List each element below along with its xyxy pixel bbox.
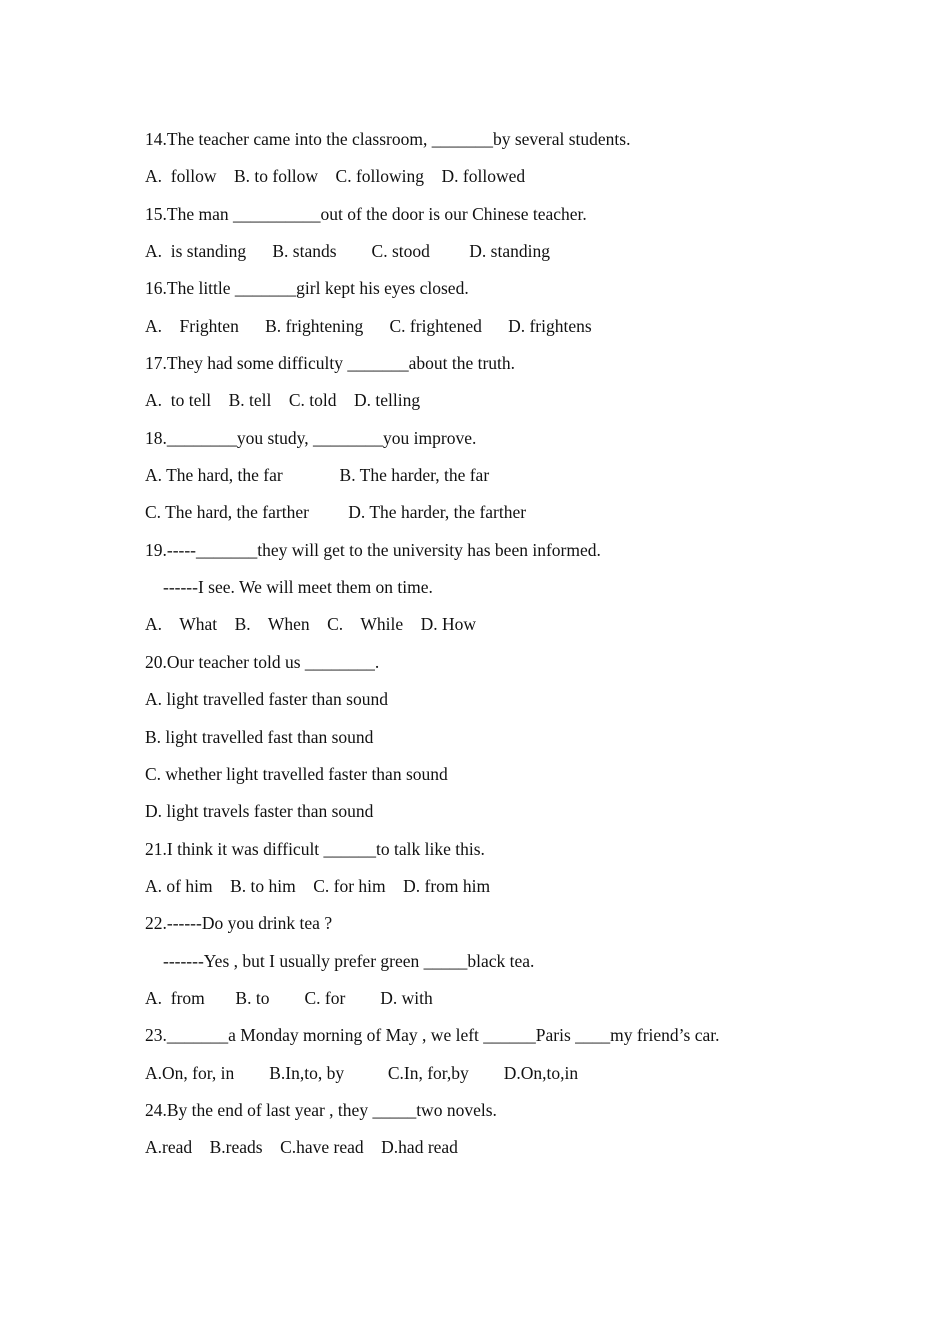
- question-16-stem: 16.The little _______girl kept his eyes closed.: [145, 278, 469, 299]
- question-23-options: A.On, for, in B.In,to, by C.In, for,by D.On,to,in: [145, 1062, 579, 1083]
- question-14-stem: 14.The teacher came into the classroom, _______by several students.: [145, 129, 631, 149]
- question-15-stem: 15.The man __________out of the door is our Chinese teacher.: [145, 203, 587, 224]
- question-21-options: A. of him B. to him C. for him D. from him: [145, 875, 491, 896]
- question-23-stem: 23._______a Monday morning of May , we left ______Paris ____my friend’s car.: [145, 1025, 720, 1046]
- question-24-stem: 24.By the end of last year , they _____two novels.: [145, 1099, 497, 1120]
- question-16-options: A. Frighten B. frightening C. frightened D. frightens: [145, 315, 592, 336]
- question-17-stem: 17.They had some difficulty _______about the truth.: [145, 353, 516, 374]
- question-20-option-c: C. whether light travelled faster than sound: [145, 763, 448, 784]
- question-22-stem: 22.------Do you drink tea ?: [145, 913, 333, 934]
- question-20-stem: 20.Our teacher told us ________.: [145, 651, 380, 672]
- question-17-options: A. to tell B. tell C. told D. telling: [145, 390, 421, 411]
- question-list: [145, 126, 825, 1172]
- question-18-options-ab: A. The hard, the far B. The harder, the far: [145, 465, 490, 486]
- question-22-options: A. from B. to C. for D. with: [145, 987, 433, 1008]
- question-22-reply: -------Yes , but I usually prefer green _____black tea.: [163, 950, 535, 971]
- question-20-option-d: D. light travels faster than sound: [145, 801, 374, 822]
- question-14-options: A. follow B. to follow C. following D. followed: [145, 166, 526, 187]
- question-19-options: A. What B. When C. While D. How: [145, 614, 477, 635]
- question-18-options-cd: C. The hard, the farther D. The harder, the farther: [145, 502, 527, 523]
- question-19-reply: ------I see. We will meet them on time.: [163, 577, 433, 598]
- question-19-stem: 19.-----_______they will get to the university has been informed.: [145, 539, 601, 560]
- question-15-options: A. is standing B. stands C. stood D. standing: [145, 241, 550, 262]
- question-21-stem: 21.I think it was difficult ______to talk like this.: [145, 838, 485, 859]
- question-20-option-a: A. light travelled faster than sound: [145, 689, 388, 710]
- question-20-option-b: B. light travelled fast than sound: [145, 726, 374, 747]
- question-18-stem: 18.________you study, ________you improve.: [145, 427, 477, 448]
- question-24-options: A.read B.reads C.have read D.had read: [145, 1137, 458, 1158]
